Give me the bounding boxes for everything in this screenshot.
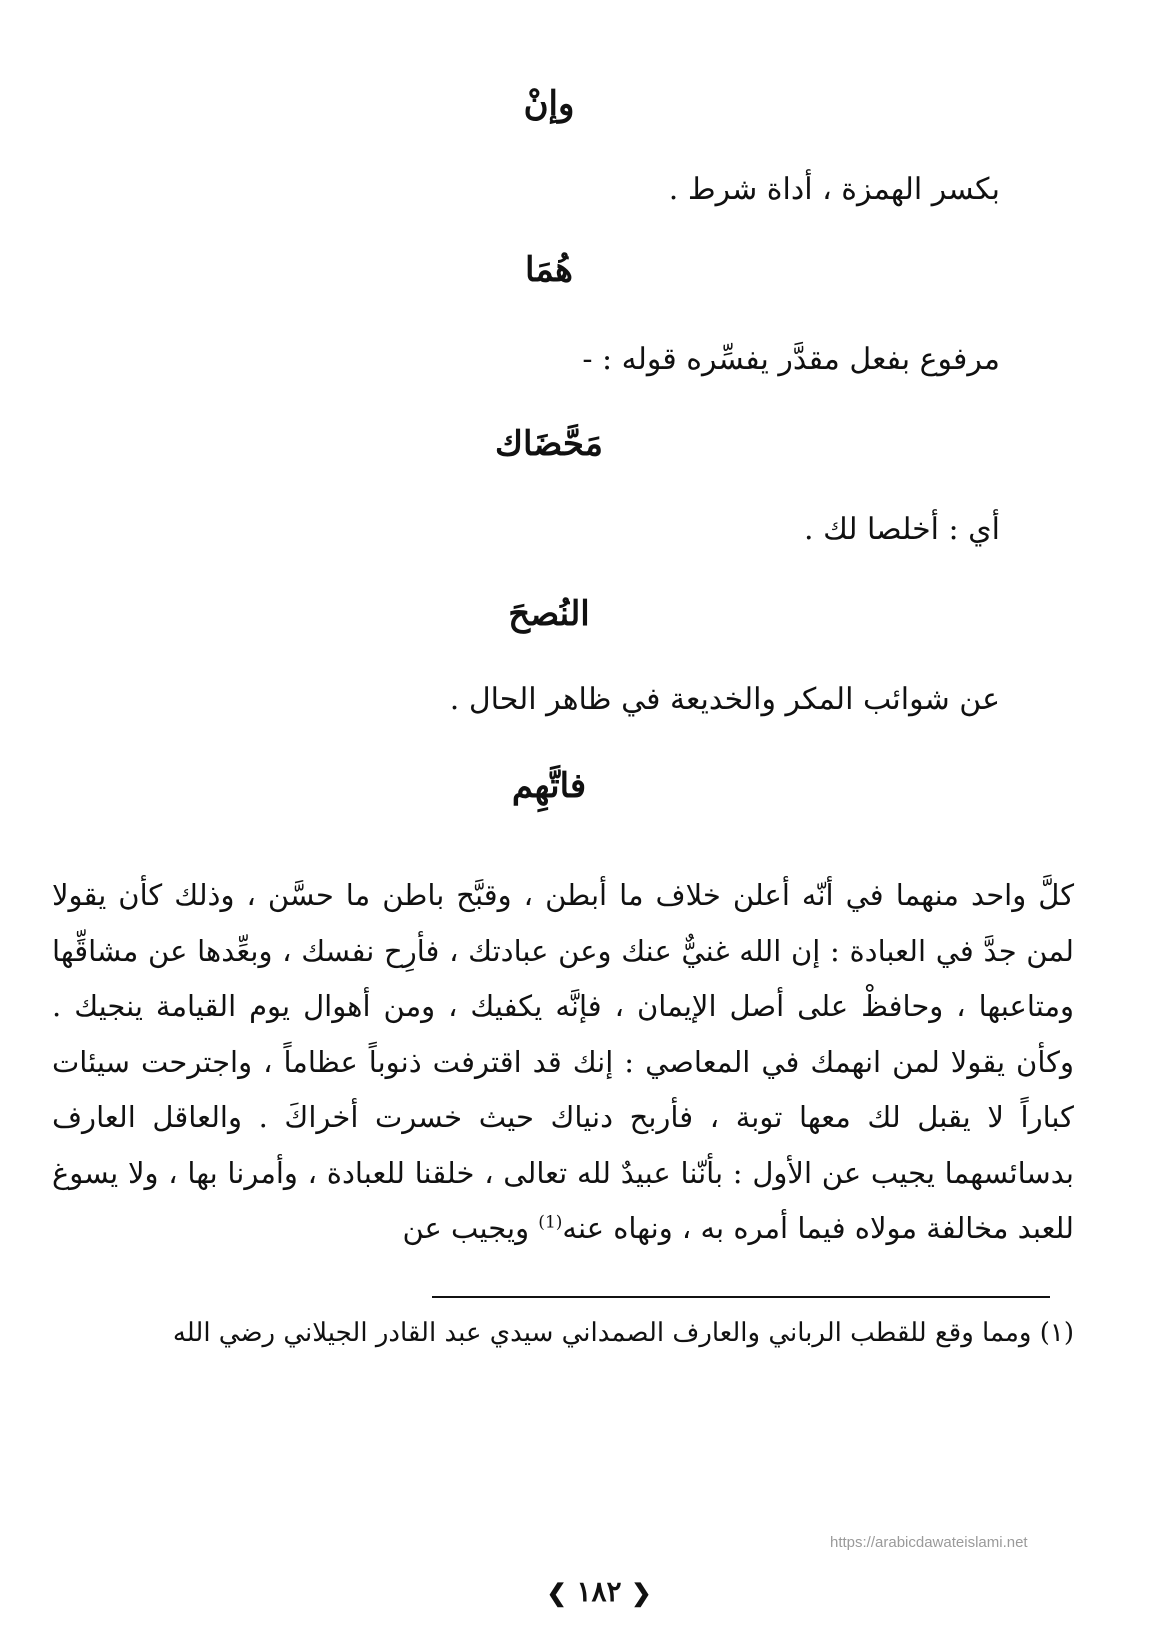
left-bracket-icon: ❮ bbox=[546, 1578, 567, 1607]
footnote-divider bbox=[432, 1296, 1050, 1298]
term-heading: النُصحَ bbox=[508, 594, 590, 634]
paragraph-text: كلَّ واحد منهما في أنّه أعلن خلاف ما أبطن ، وقبَّح باطن ما حسَّن ، وذلك كأن يقولا لمن جدَّ في العبادة : إن الله غنيٌّ عنك وعن عبادتك ، فأرِح نفسك ، وبعِّدها عن مشاقِّها ومتاعبها ، وحافظْ على أصل الإيمان ، فإنَّه يكفيك ، ومن أهوال يوم القيامة ينجيك . وكأن يقولا لمن انهمك في المعاصي : إنك قد اقترفت ذنوباً عظاماً ، واجترحت سيئات كباراً لا يقبل لك معها توبة ، فأربح دنياك حيث خسرت أخراكَ . والعاقل العارف بدسائسهما يجيب عن الأول : بأنّنا عبيدٌ لله تعالى ، خلقنا للعبادة ، وأمرنا بها ، ولا يسوغ للعبد مخالفة مولاه فيما أمره به ، ونهاه عنه bbox=[52, 878, 1074, 1245]
page-number-value: ١٨٢ bbox=[576, 1575, 622, 1608]
footnote-reference: (1) bbox=[538, 1212, 563, 1233]
paragraph-continuation: ويجيب عن bbox=[402, 1211, 539, 1245]
body-paragraph bbox=[52, 868, 1074, 1257]
term-gloss: مرفوع بفعل مقدَّر يفسِّره قوله : - bbox=[582, 342, 1000, 377]
term-heading: فاتَّهِم bbox=[511, 766, 587, 806]
term-gloss: عن شوائب المكر والخديعة في ظاهر الحال . bbox=[449, 682, 1000, 717]
footnote: (١) ومما وقع للقطب الرباني والعارف الصمداني سيدي عبد القادر الجيلاني رضي الله bbox=[172, 1318, 1074, 1348]
watermark-url: https://arabicdawateislami.net bbox=[830, 1534, 1028, 1551]
term-gloss: بكسر الهمزة ، أداة شرط . bbox=[668, 172, 1000, 207]
right-bracket-icon: ❯ bbox=[631, 1578, 652, 1607]
page-number bbox=[0, 1574, 1158, 1611]
term-heading: مَحَّضَاك bbox=[494, 424, 604, 464]
term-gloss: أي : أخلصا لك . bbox=[804, 512, 1000, 547]
term-heading: هُمَا bbox=[525, 250, 573, 290]
term-heading: وإنْ bbox=[523, 84, 575, 124]
